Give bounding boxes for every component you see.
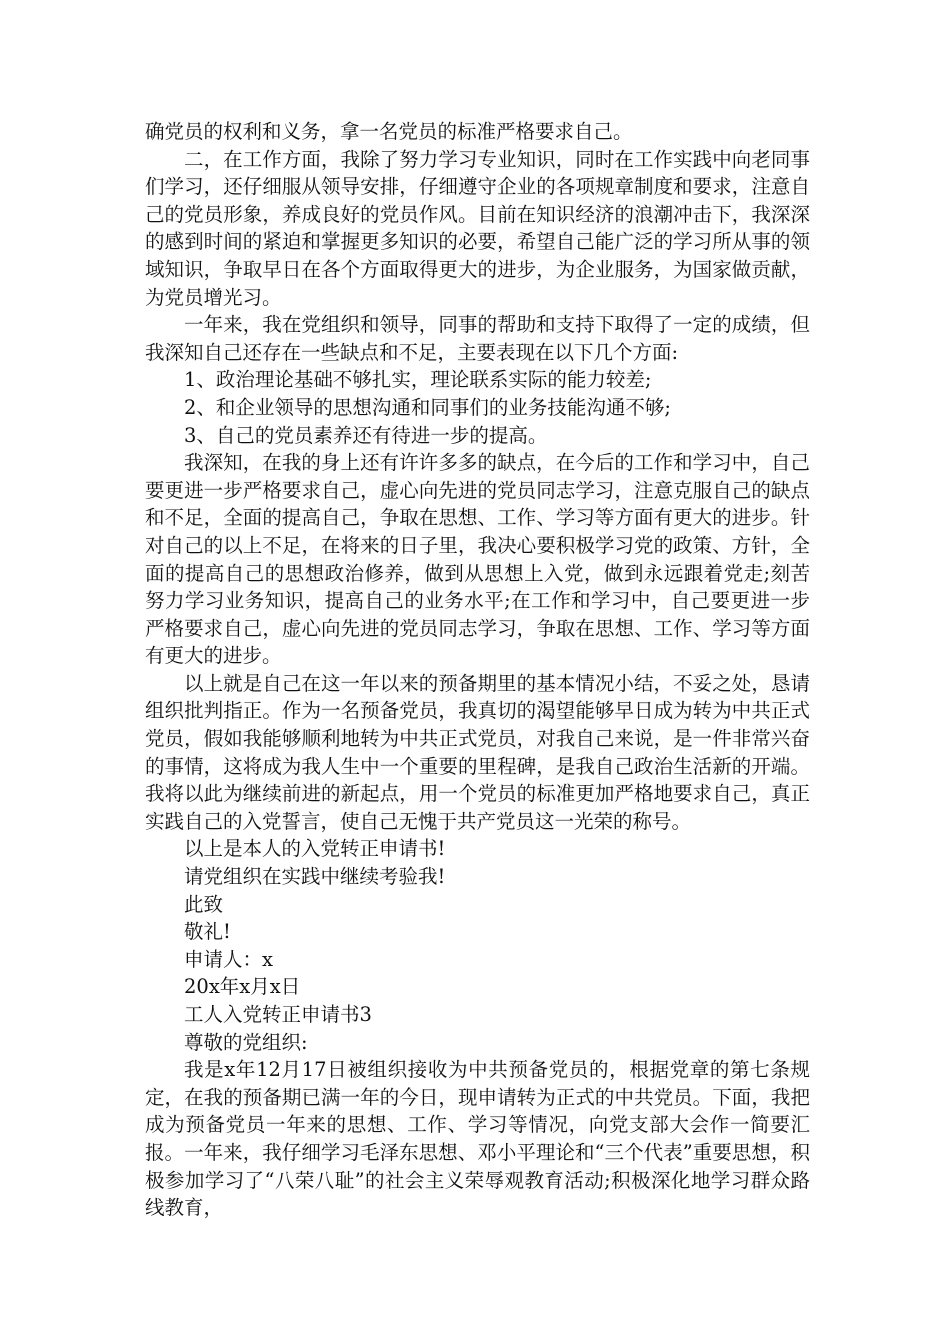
applicant-line: 申请人：x bbox=[184, 947, 273, 971]
document-body bbox=[145, 118, 810, 1222]
list-item: 1、政治理论基础不够扎实，理论联系实际的能力较差; bbox=[184, 368, 652, 392]
paragraph: 我深知，在我的身上还有许许多多的缺点，在今后的工作和学习中，自己要更进一步严格要求自己，虚心向先进的党员同志学习，注意克服自己的缺点和不足，全面的提高自己，争取在思想、工作、学习等方面有更大的进步。针对自己的以上不足，在将来的日子里，我决心要积极学习党的政策、方针，全面的提高自己的思想政治修养，做到从思想上入党，做到永远跟着党走;刻苦努力学习业务知识，提高自己的业务水平;在工作和学习中，自己要更进一步严格要求自己，虚心向先进的党员同志学习，争取在思想、工作、学习等方面有更大的进步。 bbox=[145, 451, 810, 668]
paragraph: 二，在工作方面，我除了努力学习专业知识，同时在工作实践中向老同事们学习，还仔细服从领导安排，仔细遵守企业的各项规章制度和要求，注意自己的党员形象，养成良好的党员作风。目前在知识经济的浪潮冲击下，我深深的感到时间的紧迫和掌握更多知识的必要，希望自己能广泛的学习所从事的领域知识，争取早日在各个方面取得更大的进步，为企业服务，为国家做贡献，为党员增光习。 bbox=[145, 147, 810, 309]
list-item: 3、自己的党员素养还有待进一步的提高。 bbox=[184, 423, 548, 447]
date-line: 20x年x月x日 bbox=[184, 975, 301, 999]
closing-line: 请党组织在实践中继续考验我! bbox=[184, 865, 446, 889]
paragraph: 确党员的权利和义务，拿一名党员的标准严格要求自己。 bbox=[145, 120, 633, 143]
salutation-line: 敬礼! bbox=[184, 920, 231, 944]
paragraph: 我是x年12月17日被组织接收为中共预备党员的，根据党章的第七条规定，在我的预备期已满一年的今日，现申请转为正式的中共党员。下面，我把成为预备党员一年来的思想、工作、学习等情况，向党支部大会作一简要汇报。一年来，我仔细学习毛泽东思想、邓小平理论和“三个代表”重要思想，积极参加学习了“八荣八耻”的社会主义荣辱观教育活动;积极深化地学习群众路线教育， bbox=[145, 1058, 810, 1220]
greeting-line: 尊敬的党组织: bbox=[184, 1030, 308, 1054]
list-item: 2、和企业领导的思想沟通和同事们的业务技能沟通不够; bbox=[184, 395, 671, 419]
paragraph: 一年来，我在党组织和领导，同事的帮助和支持下取得了一定的成绩，但我深知自己还存在一些缺点和不足，主要表现在以下几个方面: bbox=[145, 313, 810, 364]
paragraph: 以上就是自己在这一年以来的预备期里的基本情况小结，不妥之处，恳请组织批判指正。作为一名预备党员，我真切的渴望能够早日成为转为中共正式党员，假如我能够顺利地转为中共正式党员，对我自己来说，是一件非常兴奋的事情，这将成为我人生中一个重要的里程碑，是我自己政治生活新的开端。我将以此为继续前进的新起点，用一个党员的标准更加严格地要求自己，真正实践自己的入党誓言，使自己无愧于共产党员这一光荣的称号。 bbox=[145, 671, 810, 833]
section-title: 工人入党转正申请书3 bbox=[184, 1003, 372, 1026]
salutation-line: 此致 bbox=[184, 892, 224, 916]
closing-line: 以上是本人的入党转正申请书! bbox=[184, 837, 446, 861]
